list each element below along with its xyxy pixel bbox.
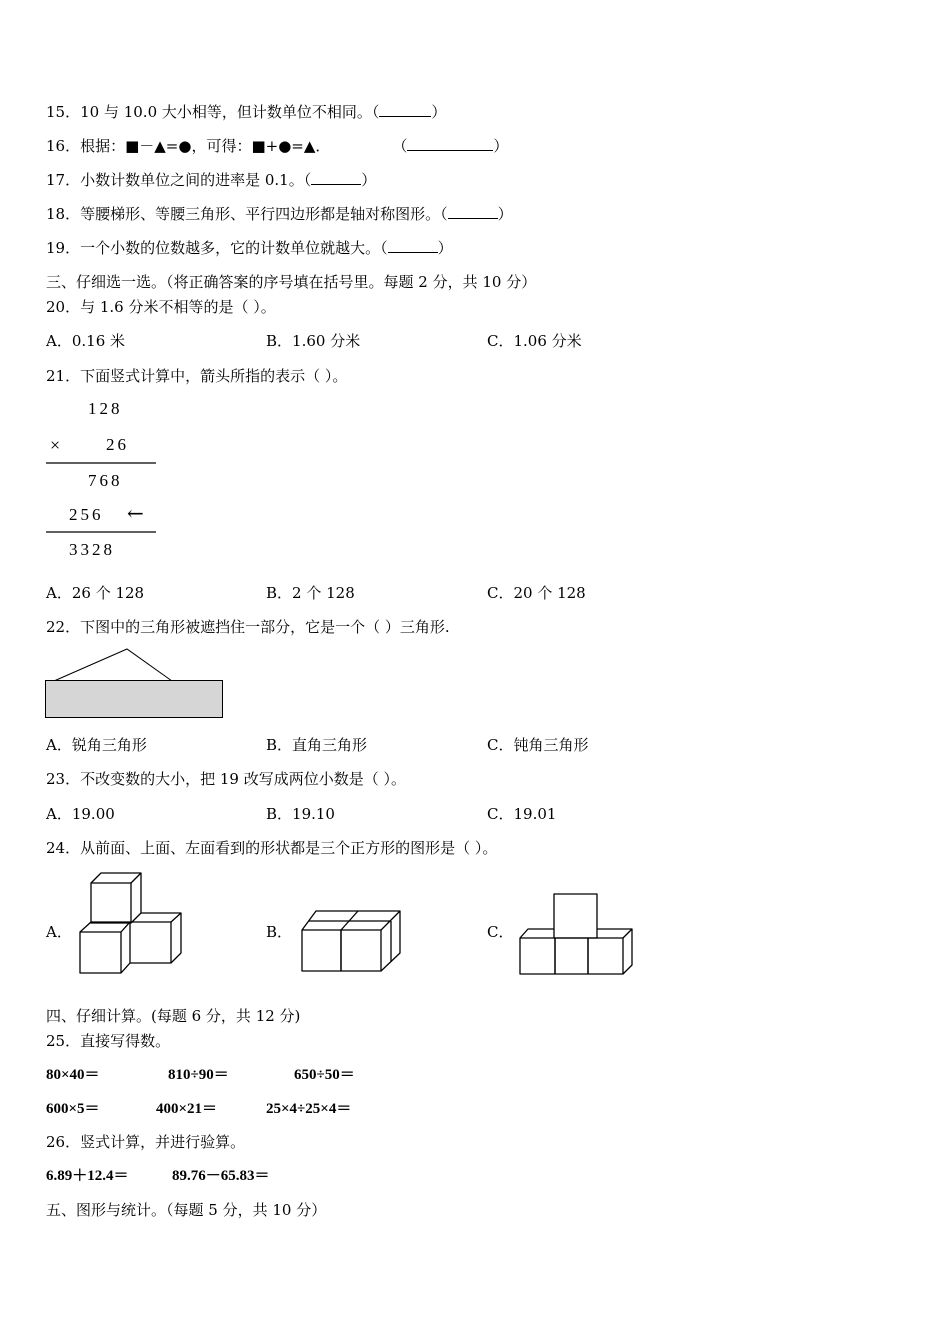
question-21-stem: 21．下面竖式计算中，箭头所指的表示（ ）。: [46, 367, 348, 385]
question-text: 一个小数的位数越多，它的计数单位就越大。（: [80, 239, 388, 257]
calc-partial-1: 768: [88, 471, 123, 490]
question-26-stem: 26．竖式计算，并进行验算。: [46, 1133, 246, 1151]
question-text: 小数计数单位之间的进率是 0.1。（: [80, 171, 312, 189]
calc-item: 25×4÷25×4＝: [266, 1101, 352, 1117]
section-3-heading: 三、仔细选一选。（将正确答案的序号填在括号里。每题 2 分，共 10 分）: [46, 273, 537, 291]
section-4-heading: 四、仔细计算。(每题 6 分，共 12 分): [46, 1007, 301, 1025]
question-number: 15．: [46, 103, 81, 121]
question-number: 16．: [46, 137, 81, 155]
calc-item: 810÷90＝: [168, 1067, 229, 1083]
calc-product: 3328: [69, 540, 115, 559]
q23-option-c[interactable]: C．19.01: [487, 805, 557, 823]
q24-option-c[interactable]: C．: [487, 923, 514, 941]
q22-option-c[interactable]: C．钝角三角形: [487, 736, 589, 754]
q23-option-a[interactable]: A．19.00: [46, 805, 115, 823]
q21-option-c[interactable]: C．20 个 128: [487, 584, 586, 602]
question-22-stem: 22．下图中的三角形被遮挡住一部分，它是一个（ ）三角形.: [46, 618, 450, 636]
question-number: 17．: [46, 171, 81, 189]
question-number: 18．: [46, 205, 81, 223]
q20-option-a[interactable]: A．0.16 米: [46, 332, 125, 350]
q21-option-b[interactable]: B．2 个 128: [266, 584, 355, 602]
times-sign: ×: [50, 435, 64, 455]
question-number: 19．: [46, 239, 81, 257]
question-text: 10 与 10.0 大小相等，但计数单位不相同。（: [80, 103, 380, 121]
q22-option-b[interactable]: B．直角三角形: [266, 736, 368, 754]
q24-option-b[interactable]: B．: [266, 923, 293, 941]
q22-option-a[interactable]: A．锐角三角形: [46, 736, 147, 754]
close-paren: ）: [493, 137, 509, 155]
calc-item: 6.89＋12.4＝: [46, 1168, 129, 1184]
question-text: 根据：■－▲=●，可得：■+●=▲．: [80, 137, 331, 155]
calc-partial-2: 256: [69, 505, 104, 524]
calc-multiplier: 26: [106, 435, 129, 454]
q21-option-a[interactable]: A．26 个 128: [46, 584, 145, 602]
cube-figure-c[interactable]: [520, 894, 632, 974]
cube-figure-a[interactable]: [80, 873, 181, 973]
calc-item: 600×5＝: [46, 1101, 100, 1117]
question-23-stem: 23．不改变数的大小，把 19 改写成两位小数是（ ）。: [46, 770, 406, 788]
close-paren: ）: [497, 205, 513, 223]
question-20-stem: 20．与 1.6 分米不相等的是（ ）。: [46, 298, 276, 316]
close-paren: ）: [437, 239, 453, 257]
question-text: 等腰梯形、等腰三角形、平行四边形都是轴对称图形。（: [80, 205, 448, 223]
q20-option-c[interactable]: C．1.06 分米: [487, 332, 582, 350]
close-paren: ）: [361, 171, 377, 189]
calc-item: 400×21＝: [156, 1101, 218, 1117]
q20-option-b[interactable]: B．1.60 分米: [266, 332, 361, 350]
calc-item: 89.76－65.83＝: [172, 1168, 270, 1184]
open-paren: （: [392, 137, 408, 155]
calc-item: 80×40＝: [46, 1067, 100, 1083]
calc-item: 650÷50＝: [294, 1067, 355, 1083]
question-25-stem: 25．直接写得数。: [46, 1032, 171, 1050]
section-5-heading: 五、图形与统计。（每题 5 分，共 10 分）: [46, 1201, 327, 1219]
calc-multiplicand: 128: [88, 399, 123, 418]
question-24-stem: 24．从前面、上面、左面看到的形状都是三个正方形的图形是（ ）。: [46, 839, 498, 857]
q24-option-a[interactable]: A．: [46, 923, 72, 941]
cube-figure-b[interactable]: [302, 911, 400, 971]
arrow-left-icon: ←: [127, 501, 144, 525]
q23-option-b[interactable]: B．19.10: [266, 805, 335, 823]
close-paren: ）: [431, 103, 447, 121]
